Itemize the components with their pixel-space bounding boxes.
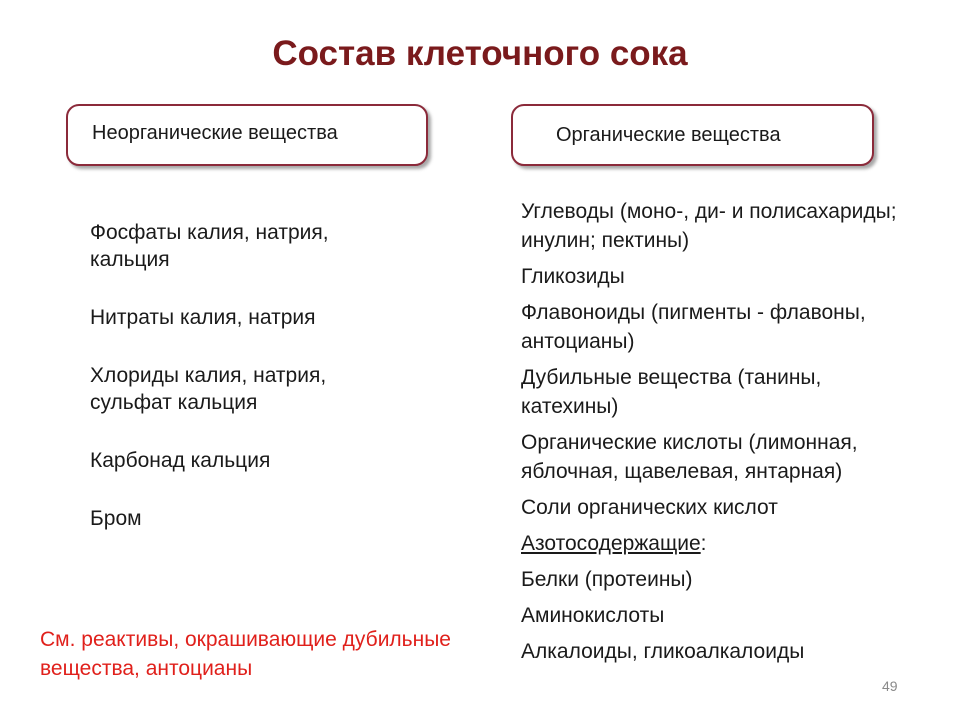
organic-item-proteins: Белки (протеины) — [521, 568, 693, 591]
organic-item-glycosides: Гликозиды — [521, 265, 625, 288]
organic-item-flavonoids: Флавоноиды (пигменты - флавоны, антоцианы) — [521, 301, 866, 353]
page-number: 49 — [882, 678, 898, 694]
organic-header-label: Органические вещества — [556, 124, 781, 146]
inorganic-header-box — [66, 104, 428, 166]
inorganic-item-bromine: Бром — [90, 507, 142, 530]
organic-item-organic-acids: Органические кислоты (лимонная, яблочная, щавелевая, янтарная) — [521, 431, 858, 483]
inorganic-header-label: Неорганические вещества — [92, 122, 338, 144]
organic-item-carbohydrates: Углеводы (моно-, ди- и полисахариды; инулин; пектины) — [521, 200, 897, 252]
inorganic-item-carbonate: Карбонад кальция — [90, 449, 271, 472]
inorganic-item-phosphates: Фосфаты калия, натрия, кальция — [90, 221, 329, 271]
organic-item-nitrogenous — [521, 529, 941, 558]
organic-item-alkaloids: Алкалоиды, гликоалкалоиды — [521, 640, 805, 663]
organic-item-amino-acids: Аминокислоты — [521, 604, 665, 627]
organic-item-acid-salts: Соли органических кислот — [521, 496, 778, 519]
inorganic-list — [90, 219, 420, 532]
organic-item-tannins: Дубильные вещества (танины, катехины) — [521, 366, 822, 418]
organic-header-box — [511, 104, 874, 166]
nitrogenous-colon: : — [700, 532, 707, 555]
nitrogenous-label: Азотосодержащие — [521, 532, 701, 555]
organic-list — [521, 197, 941, 673]
reagents-note: См. реактивы, окрашивающие дубильные вещества, антоцианы — [40, 628, 451, 680]
slide-title: Состав клеточного сока — [272, 34, 688, 73]
inorganic-item-chlorides: Хлориды калия, натрия, сульфат кальция — [90, 364, 327, 414]
inorganic-item-nitrates: Нитраты калия, натрия — [90, 306, 316, 329]
